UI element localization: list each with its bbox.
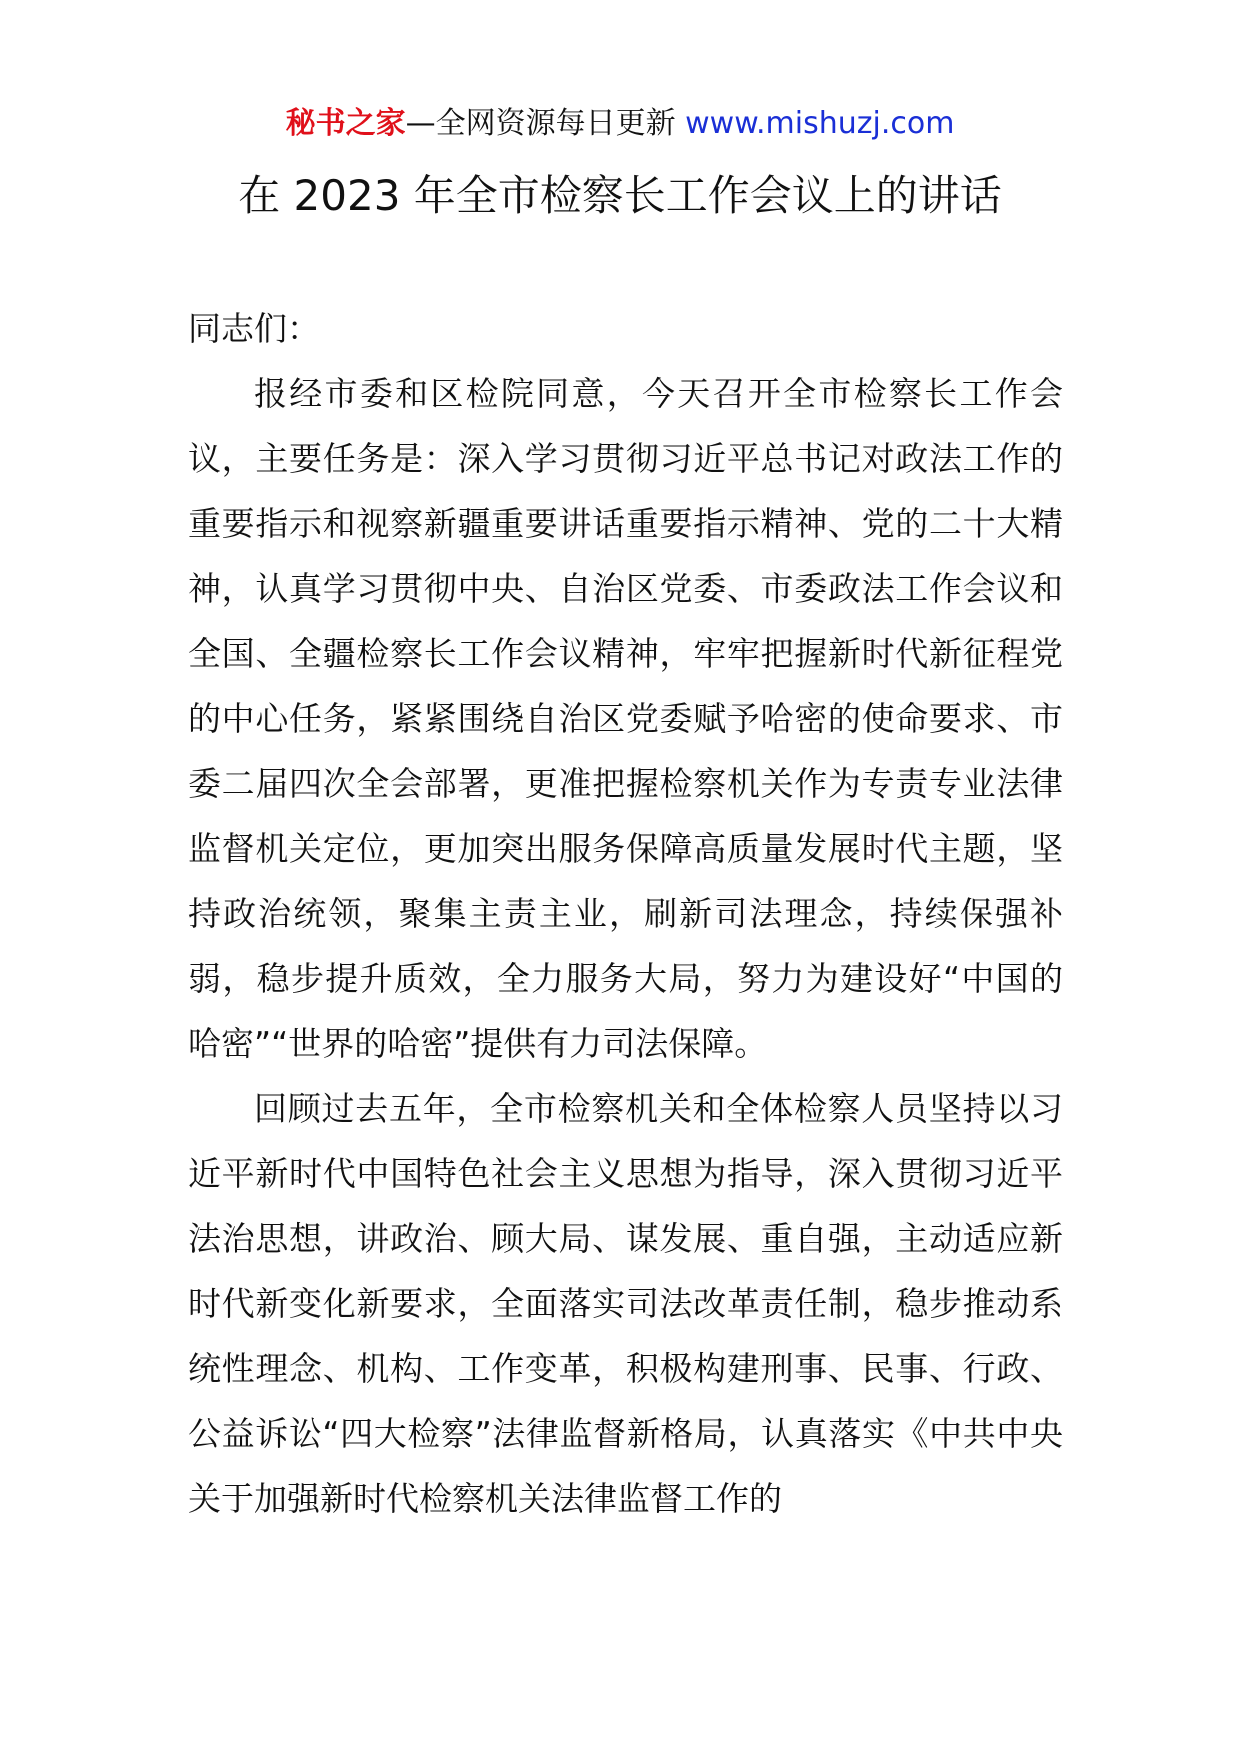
brand-name: 秘书之家 <box>285 106 406 141</box>
document-title: 在 2023 年全市检察长工作会议上的讲话 <box>238 171 1002 220</box>
paragraph-opening: 报经市委和区检院同意，今天召开全市检察长工作会议，主要任务是：深入学习贯彻习近平总书记对政法工作的重要指示和视察新疆重要讲话重要指示精神、党的二十大精神，认真学习贯彻中央、自治区党委、市委政法工作会议和全国、全疆检察长工作会议精神，牢牢把握新时代新征程党的中心任务，紧紧围绕自治区党委赋予哈密的使命要求、市委二届四次全会部署，更准把握检察机关作为专责专业法律监督机关定位，更加突出服务保障高质量发展时代主题，坚持政治统领，聚集主责主业，刷新司法理念，持续保强补弱，稳步提升质效，全力服务大局，努力为建设好“中国的哈密”“世界的哈密”提供有力司法保障。 <box>188 374 1063 1063</box>
greeting: 同志们： <box>188 309 320 348</box>
document-body <box>188 296 1063 1531</box>
site-url[interactable]: www.mishuzj.com <box>685 106 955 141</box>
brand-tagline: —全网资源每日更新 <box>405 106 686 141</box>
site-banner <box>0 104 1240 144</box>
paragraph-review: 回顾过去五年，全市检察机关和全体检察人员坚持以习近平新时代中国特色社会主义思想为指导，深入贯彻习近平法治思想，讲政治、顾大局、谋发展、重自强，主动适应新时代新变化新要求，全面落实司法改革责任制，稳步推动系统性理念、机构、工作变革，积极构建刑事、民事、行政、公益诉讼“四大检察”法律监督新格局，认真落实《中共中央关于加强新时代检察机关法律监督工作的 <box>188 1089 1063 1518</box>
